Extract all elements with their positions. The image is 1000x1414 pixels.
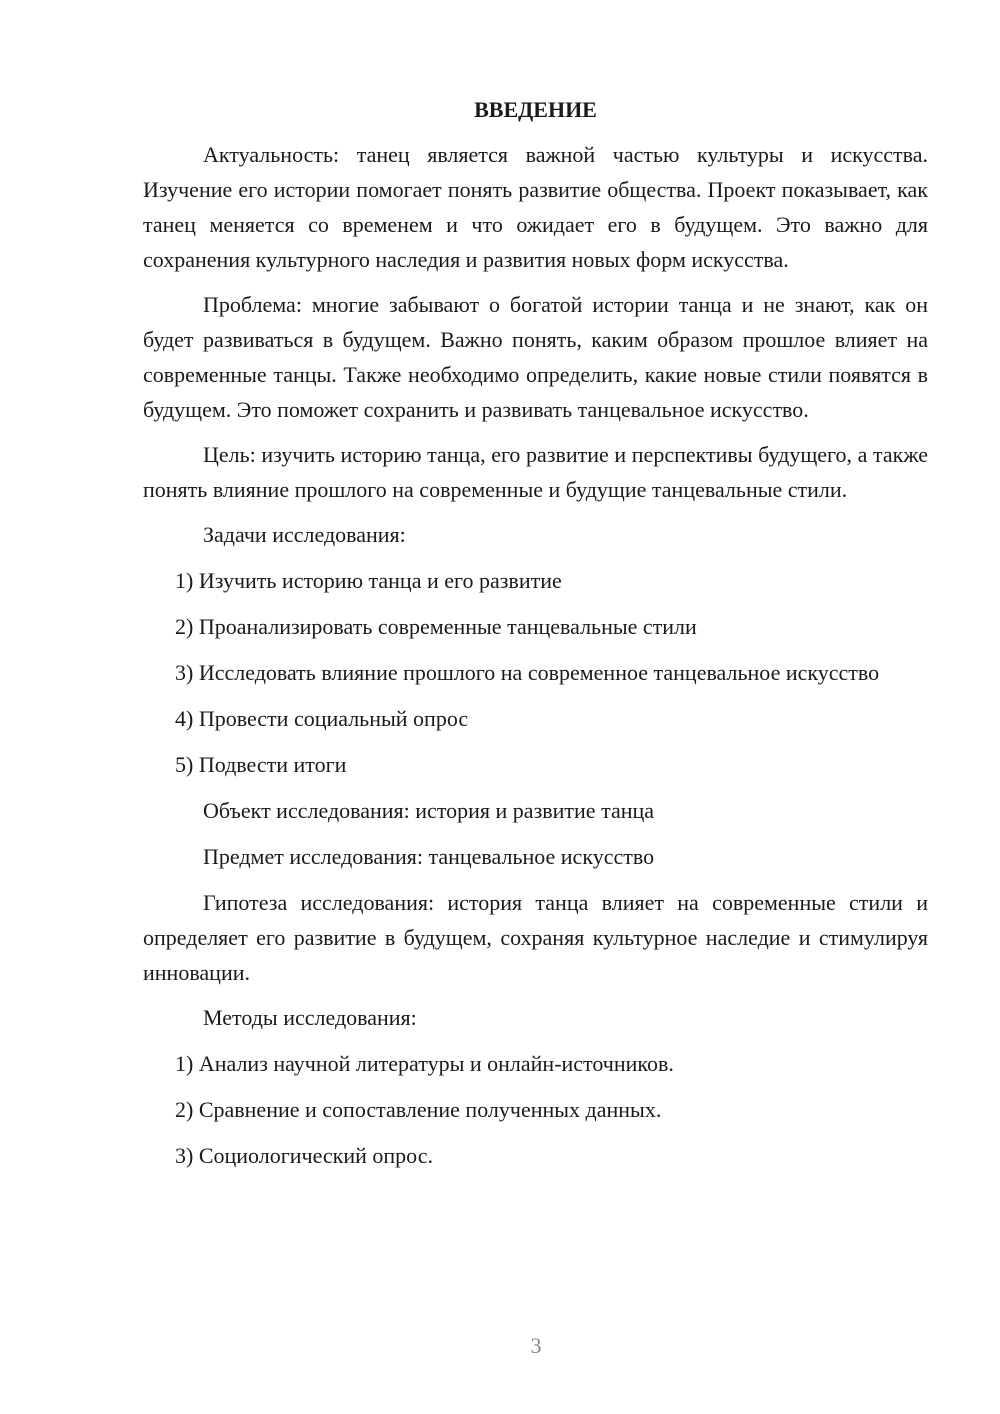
task-item-4: 4) Провести социальный опрос bbox=[175, 706, 469, 731]
research-subject: Предмет исследования: танцевальное искусство bbox=[203, 844, 655, 869]
research-hypothesis: Гипотеза исследования: история танца влияет на современные стили и определяет его развитие в будущем, сохраняя культурное наследие и стимулируя инновации. bbox=[143, 890, 928, 985]
tasks-title: Задачи исследования: bbox=[203, 522, 406, 547]
research-object: Объект исследования: история и развитие танца bbox=[203, 798, 655, 823]
task-item-1: 1) Изучить историю танца и его развитие bbox=[175, 568, 562, 593]
methods-title: Методы исследования: bbox=[203, 1005, 417, 1030]
method-item-2: 2) Сравнение и сопоставление полученных данных. bbox=[175, 1097, 662, 1122]
task-item-5: 5) Подвести итоги bbox=[175, 752, 347, 777]
task-item-3: 3) Исследовать влияние прошлого на современное танцевальное искусство bbox=[175, 660, 880, 685]
paragraph-problem: Проблема: многие забывают о богатой истории танца и не знают, как он будет развиваться в будущем. Важно понять, каким образом прошлое влияет на современные танцы. Также необходимо определить, какие новые стили появятся в будущем. Это поможет сохранить и развивать танцевальное искусство. bbox=[143, 292, 928, 422]
section-heading: ВВЕДЕНИЕ bbox=[474, 97, 597, 122]
page-number: 3 bbox=[530, 1333, 542, 1358]
task-item-2: 2) Проанализировать современные танцевальные стили bbox=[175, 614, 697, 639]
page-content bbox=[143, 92, 928, 1184]
method-item-3: 3) Социологический опрос. bbox=[175, 1143, 433, 1168]
paragraph-actuality: Актуальность: танец является важной частью культуры и искусства. Изучение его истории помогает понять развитие общества. Проект показывает, как танец меняется со временем и что ожидает его в будущем. Это важно для сохранения культурного наследия и развития новых форм искусства. bbox=[143, 142, 928, 272]
paragraph-goal: Цель: изучить историю танца, его развитие и перспективы будущего, а также понять влияние прошлого на современные и будущие танцевальные стили. bbox=[143, 442, 928, 502]
method-item-1: 1) Анализ научной литературы и онлайн-источников. bbox=[175, 1051, 674, 1076]
